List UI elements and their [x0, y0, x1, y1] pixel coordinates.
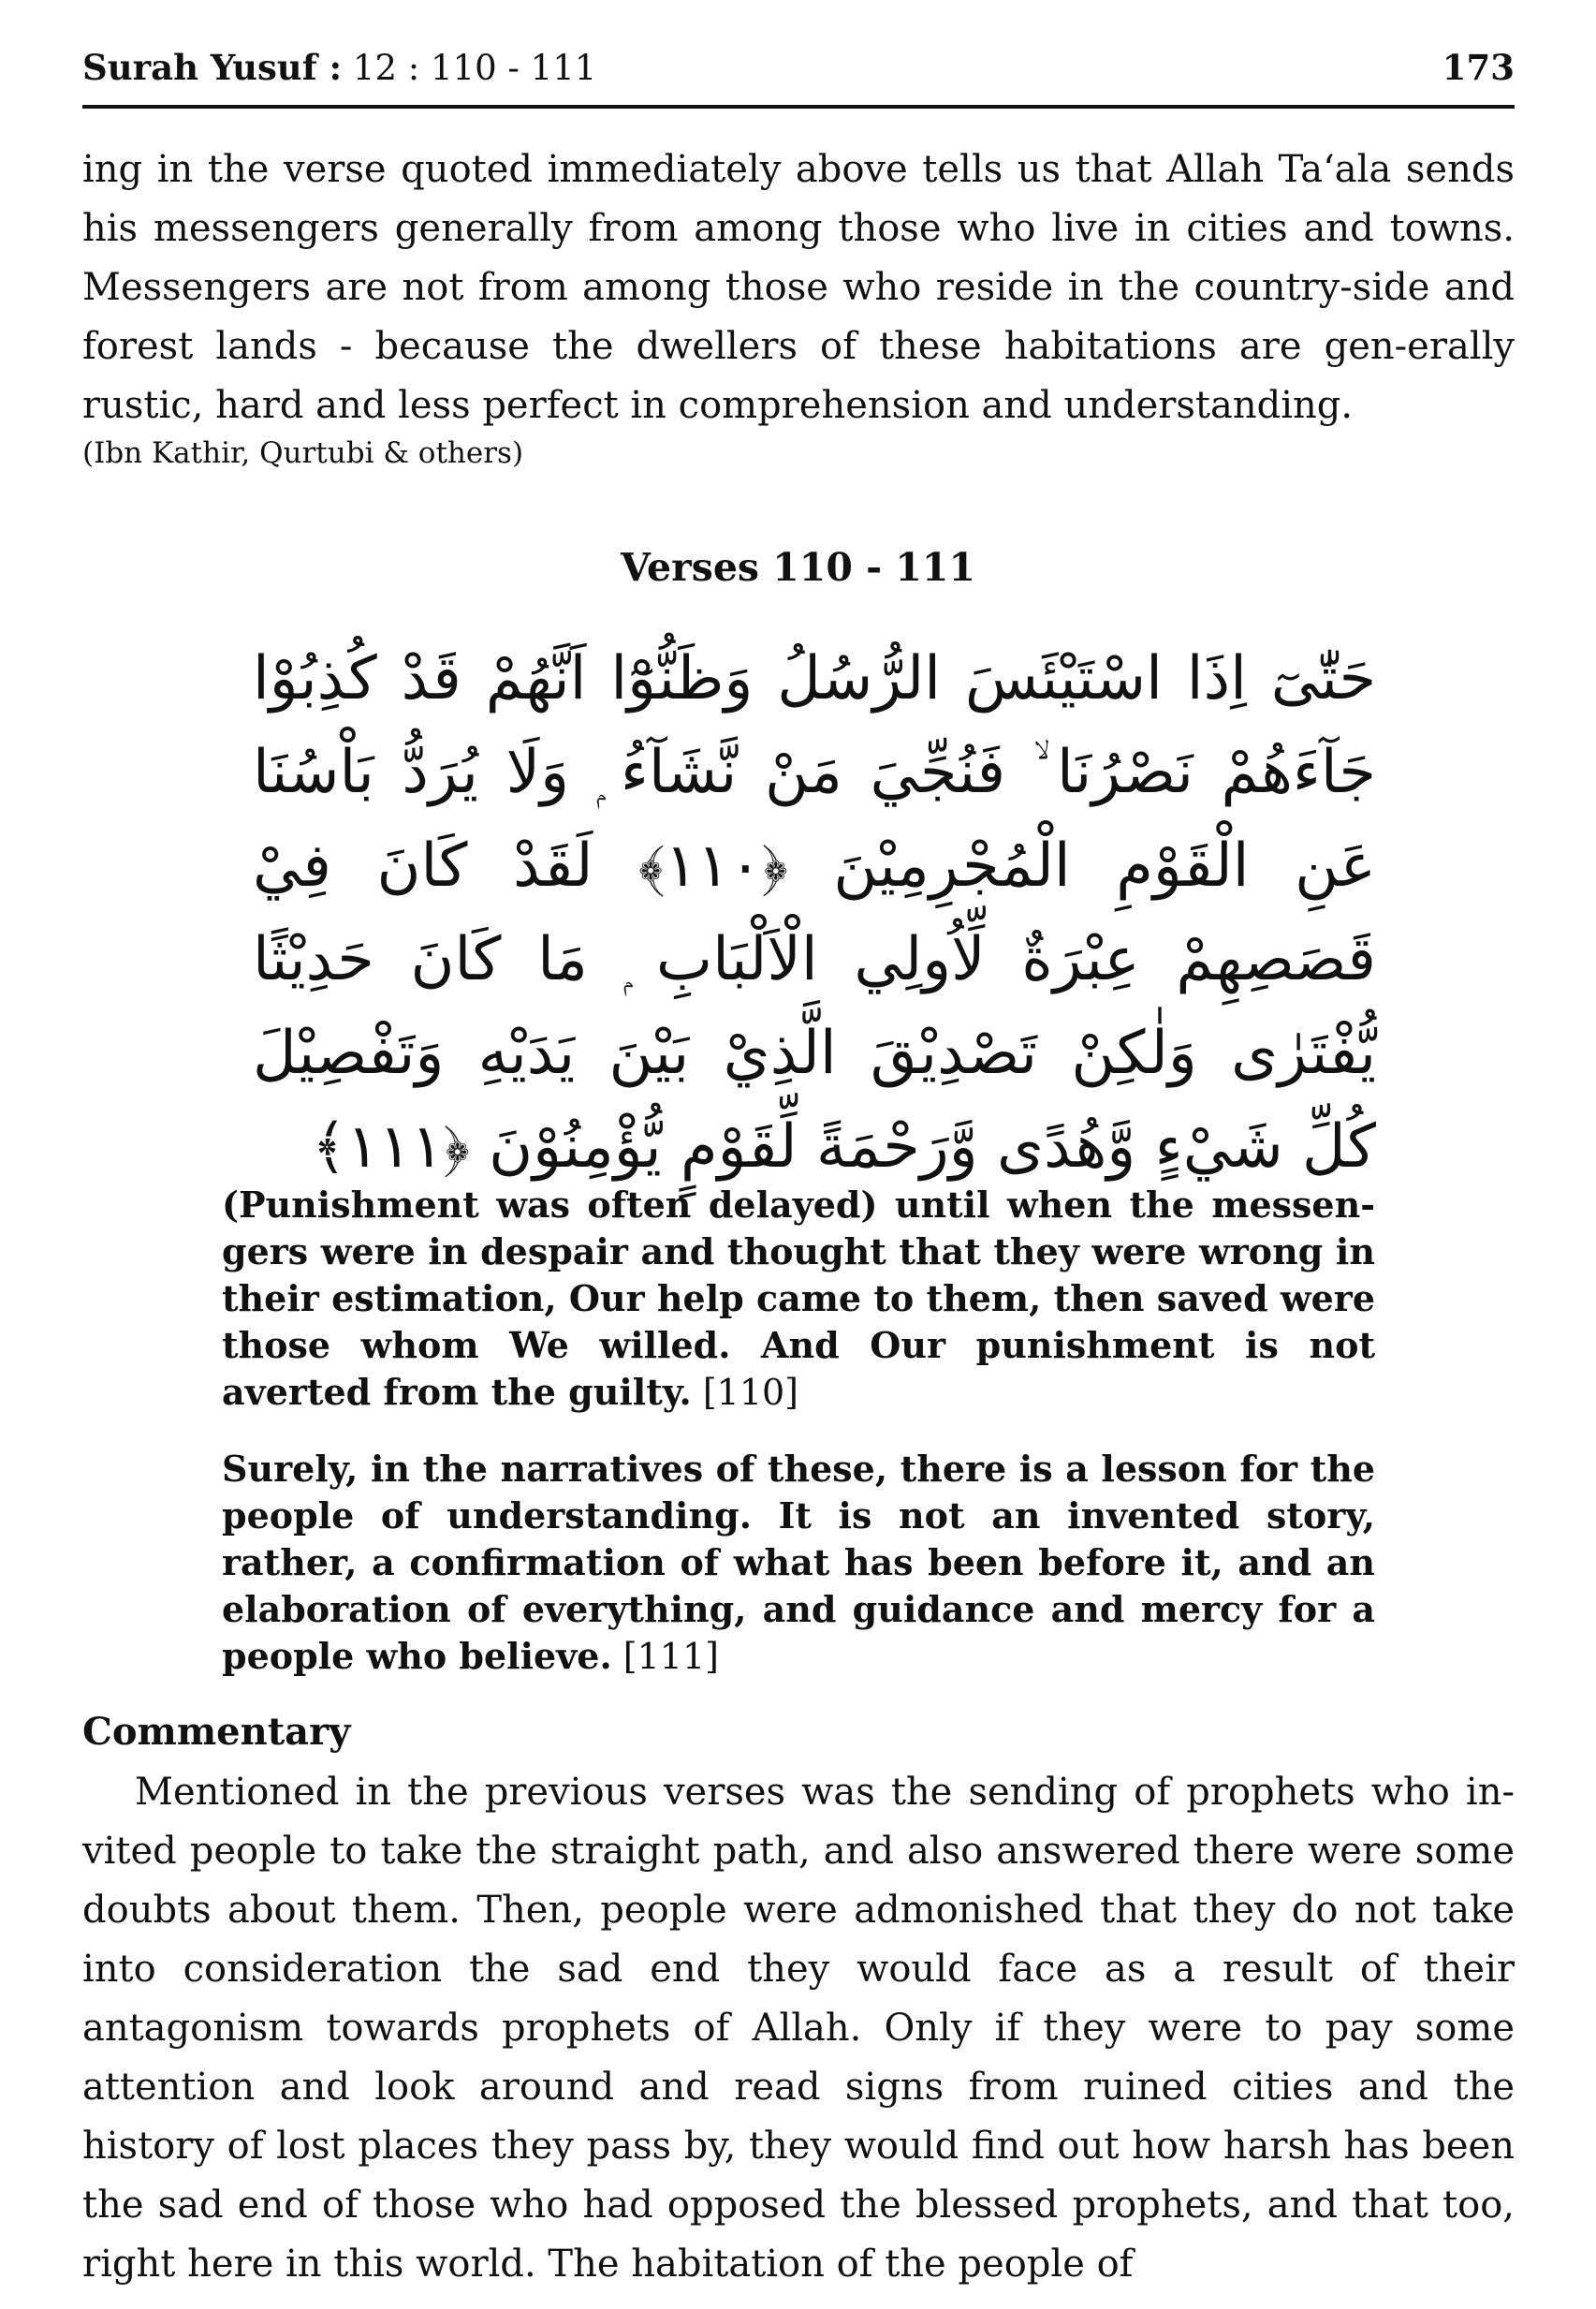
translation-verse-110	[222, 1182, 1375, 1416]
surah-name: Surah Yusuf :	[82, 47, 343, 88]
surah-title	[82, 47, 596, 88]
intro-paragraph: ing in the verse quoted immediately above tells us that Allah Ta‘ala sends his messengers generally from among those who live in cities and towns. Messengers are not from among those who reside in the country-side and forest lands - because the dwellers of these habitations are gen-erally rustic, hard and less perfect in comprehension and understanding.	[82, 148, 1515, 427]
verse-number: [110]	[691, 1372, 799, 1413]
translation-text: Surely, in the narratives of these, there is a lesson for the people of understanding. It is not an invented story, rather, a confirmation of what has been before it, and an elaboration of everything, and guidance and mercy for a people who believe.	[222, 1448, 1375, 1677]
commentary-heading: Commentary	[82, 1710, 351, 1754]
citation: (Ibn Kathir, Qurtubi & others)	[82, 436, 524, 470]
verses-heading: Verses 110 - 111	[621, 545, 975, 590]
header-divider	[82, 105, 1515, 109]
commentary-paragraph: Mentioned in the previous verses was the sending of prophets who in-vited people to take the straight path, and also answered there were some doubts about them. Then, people were admonished that they do not take into consideration the sad end they would face as a result of their antagonism towards prophets of Allah. Only if they were to pay some attention and look around and read signs from ruined cities and the history of lost places they pass by, they would find out how harsh has been the sad end of those who had opposed the blessed prophets, and that too, right here in this world. The habitation of the people of	[82, 1771, 1515, 2286]
translation-verse-111	[222, 1446, 1375, 1680]
verse-reference: 12 : 110 - 111	[342, 48, 597, 88]
page-number: 173	[1442, 47, 1515, 88]
verse-number: [111]	[611, 1636, 719, 1677]
arabic-verses: حَتّٰىٓ اِذَا اسْتَيْئَسَ الرُّسُلُ وَظَنُّوْٓا اَنَّهُمْ قَدْ كُذِبُوْا جَآءَهُمْ نَصْرُنَا ۙ فَنُجِّيَ مَنْ نَّشَآءُ ۭ وَلَا يُرَدُّ بَاْسُنَا عَنِ الْقَوْمِ الْمُجْرِمِيْنَ ﴿١١٠﴾ لَقَدْ كَانَ فِيْ قَصَصِهِمْ عِبْرَةٌ لِّاُولِي الْاَلْبَابِ ۭ مَا كَانَ حَدِيْثًا يُّفْتَرٰى وَلٰكِنْ تَصْدِيْقَ الَّذِيْ بَيْنَ يَدَيْهِ وَتَفْصِيْلَ كُلِّ شَيْءٍ وَّهُدًى وَّرَحْمَةً لِّقَوْمٍ يُّؤْمِنُوْنَ ﴿١١١﴾	[253, 644, 1376, 1182]
translation-text: (Punishment was often delayed) until when the messen-gers were in despair and thought that they were wrong in their estimation, Our help came to them, then saved were those whom We willed. And Our punishment is not averted from the guilty.	[222, 1184, 1375, 1413]
running-header	[82, 47, 1515, 103]
